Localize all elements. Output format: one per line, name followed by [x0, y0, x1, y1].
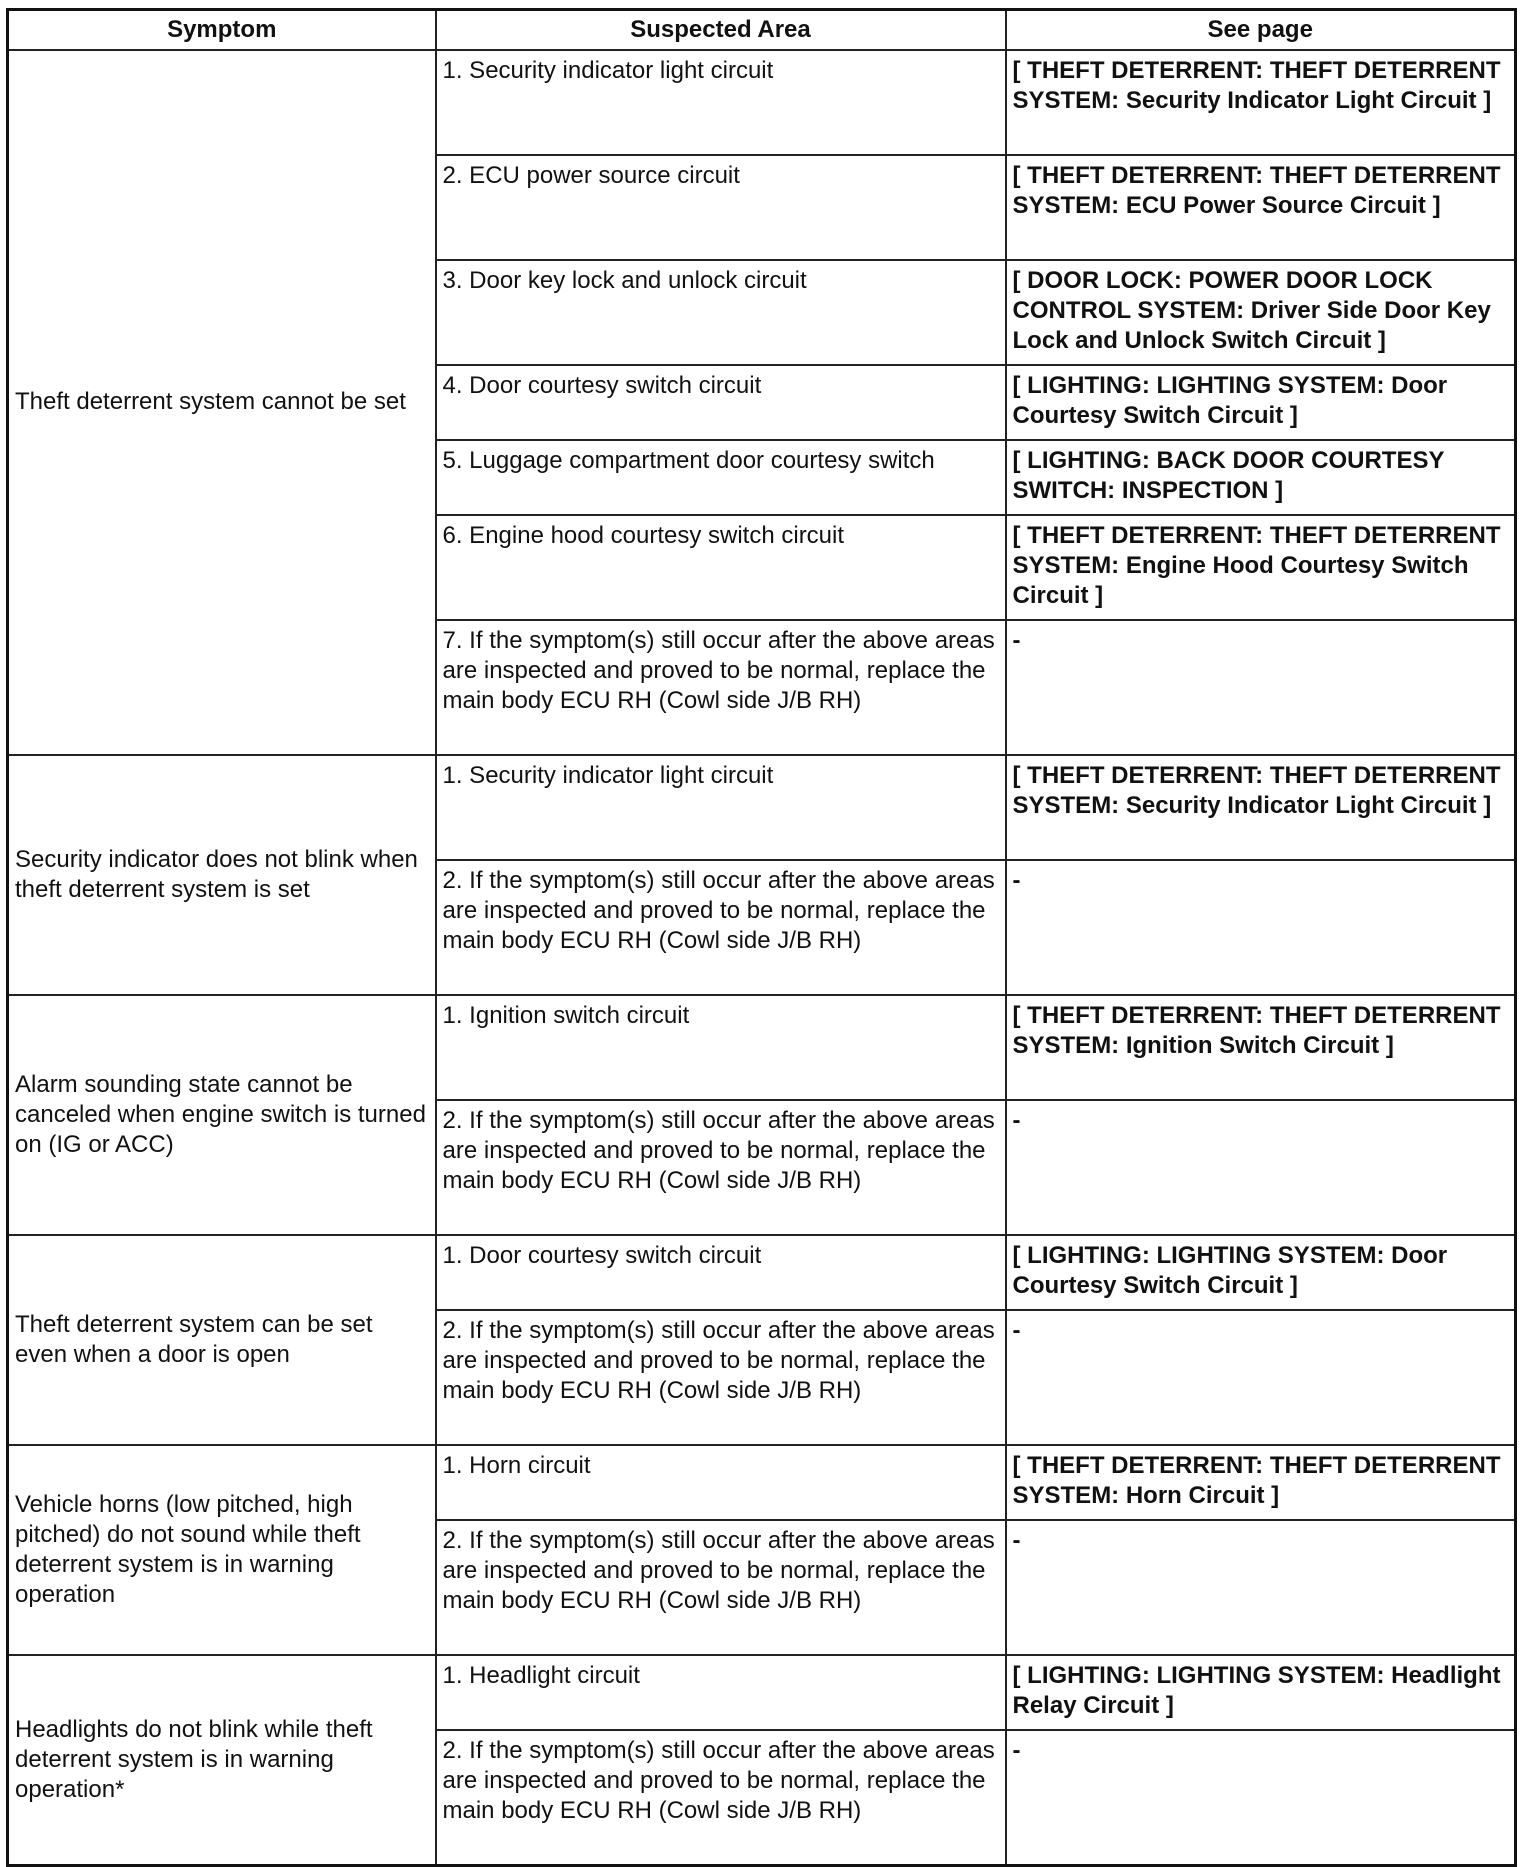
see-page-reference-cell: -	[1006, 1520, 1516, 1655]
see-page-reference-cell: [ LIGHTING: LIGHTING SYSTEM: Door Courtesy Switch Circuit ]	[1006, 365, 1516, 440]
table-row	[8, 995, 1516, 1100]
see-page-reference-cell: [ THEFT DETERRENT: THEFT DETERRENT SYSTEM: Security Indicator Light Circuit ]	[1006, 755, 1516, 860]
suspected-area-cell: 3. Door key lock and unlock circuit	[436, 260, 1006, 365]
suspected-area-cell: 1. Headlight circuit	[436, 1655, 1006, 1730]
table-row	[8, 1235, 1516, 1310]
suspected-area-cell: 2. ECU power source circuit	[436, 155, 1006, 260]
symptom-cell: Alarm sounding state cannot be canceled when engine switch is turned on (IG or ACC)	[8, 995, 436, 1235]
symptom-cell: Theft deterrent system cannot be set	[8, 50, 436, 755]
header-see-page: See page	[1006, 10, 1516, 51]
see-page-reference-cell: -	[1006, 1100, 1516, 1235]
suspected-area-cell: 5. Luggage compartment door courtesy switch	[436, 440, 1006, 515]
table-row	[8, 50, 1516, 155]
table-row	[8, 755, 1516, 860]
suspected-area-cell: 4. Door courtesy switch circuit	[436, 365, 1006, 440]
header-symptom: Symptom	[8, 10, 436, 51]
table-row	[8, 1655, 1516, 1730]
see-page-reference-cell: [ LIGHTING: LIGHTING SYSTEM: Headlight Relay Circuit ]	[1006, 1655, 1516, 1730]
header-row	[8, 10, 1516, 51]
see-page-reference-cell: -	[1006, 1310, 1516, 1445]
suspected-area-cell: 6. Engine hood courtesy switch circuit	[436, 515, 1006, 620]
suspected-area-cell: 1. Security indicator light circuit	[436, 755, 1006, 860]
see-page-reference-cell: [ THEFT DETERRENT: THEFT DETERRENT SYSTEM: Ignition Switch Circuit ]	[1006, 995, 1516, 1100]
symptom-cell: Headlights do not blink while theft deterrent system is in warning operation*	[8, 1655, 436, 1866]
see-page-reference-cell: -	[1006, 860, 1516, 995]
suspected-area-cell: 2. If the symptom(s) still occur after the above areas are inspected and proved to be normal, replace the main body ECU RH (Cowl side J/B RH)	[436, 1520, 1006, 1655]
suspected-area-cell: 1. Horn circuit	[436, 1445, 1006, 1520]
see-page-reference-cell: [ THEFT DETERRENT: THEFT DETERRENT SYSTEM: Security Indicator Light Circuit ]	[1006, 50, 1516, 155]
table-header	[8, 10, 1516, 51]
symptom-cell: Security indicator does not blink when theft deterrent system is set	[8, 755, 436, 995]
suspected-area-cell: 2. If the symptom(s) still occur after the above areas are inspected and proved to be normal, replace the main body ECU RH (Cowl side J/B RH)	[436, 860, 1006, 995]
symptom-cell: Theft deterrent system can be set even when a door is open	[8, 1235, 436, 1445]
suspected-area-cell: 1. Security indicator light circuit	[436, 50, 1006, 155]
header-suspected-area: Suspected Area	[436, 10, 1006, 51]
see-page-reference-cell: -	[1006, 620, 1516, 755]
see-page-reference-cell: [ THEFT DETERRENT: THEFT DETERRENT SYSTEM: Engine Hood Courtesy Switch Circuit ]	[1006, 515, 1516, 620]
table-body	[8, 50, 1516, 1866]
see-page-reference-cell: [ LIGHTING: LIGHTING SYSTEM: Door Courtesy Switch Circuit ]	[1006, 1235, 1516, 1310]
see-page-reference-cell: [ DOOR LOCK: POWER DOOR LOCK CONTROL SYSTEM: Driver Side Door Key Lock and Unlock Switch Circuit ]	[1006, 260, 1516, 365]
suspected-area-cell: 2. If the symptom(s) still occur after the above areas are inspected and proved to be normal, replace the main body ECU RH (Cowl side J/B RH)	[436, 1730, 1006, 1866]
problem-symptoms-table	[6, 8, 1517, 1867]
see-page-reference-cell: [ THEFT DETERRENT: THEFT DETERRENT SYSTEM: Horn Circuit ]	[1006, 1445, 1516, 1520]
troubleshooting-page	[6, 8, 1514, 1867]
suspected-area-cell: 1. Ignition switch circuit	[436, 995, 1006, 1100]
suspected-area-cell: 7. If the symptom(s) still occur after the above areas are inspected and proved to be normal, replace the main body ECU RH (Cowl side J/B RH)	[436, 620, 1006, 755]
table-row	[8, 1445, 1516, 1520]
see-page-reference-cell: -	[1006, 1730, 1516, 1866]
see-page-reference-cell: [ THEFT DETERRENT: THEFT DETERRENT SYSTEM: ECU Power Source Circuit ]	[1006, 155, 1516, 260]
suspected-area-cell: 2. If the symptom(s) still occur after the above areas are inspected and proved to be normal, replace the main body ECU RH (Cowl side J/B RH)	[436, 1100, 1006, 1235]
see-page-reference-cell: [ LIGHTING: BACK DOOR COURTESY SWITCH: INSPECTION ]	[1006, 440, 1516, 515]
symptom-cell: Vehicle horns (low pitched, high pitched) do not sound while theft deterrent system is in warning operation	[8, 1445, 436, 1655]
suspected-area-cell: 1. Door courtesy switch circuit	[436, 1235, 1006, 1310]
suspected-area-cell: 2. If the symptom(s) still occur after the above areas are inspected and proved to be normal, replace the main body ECU RH (Cowl side J/B RH)	[436, 1310, 1006, 1445]
